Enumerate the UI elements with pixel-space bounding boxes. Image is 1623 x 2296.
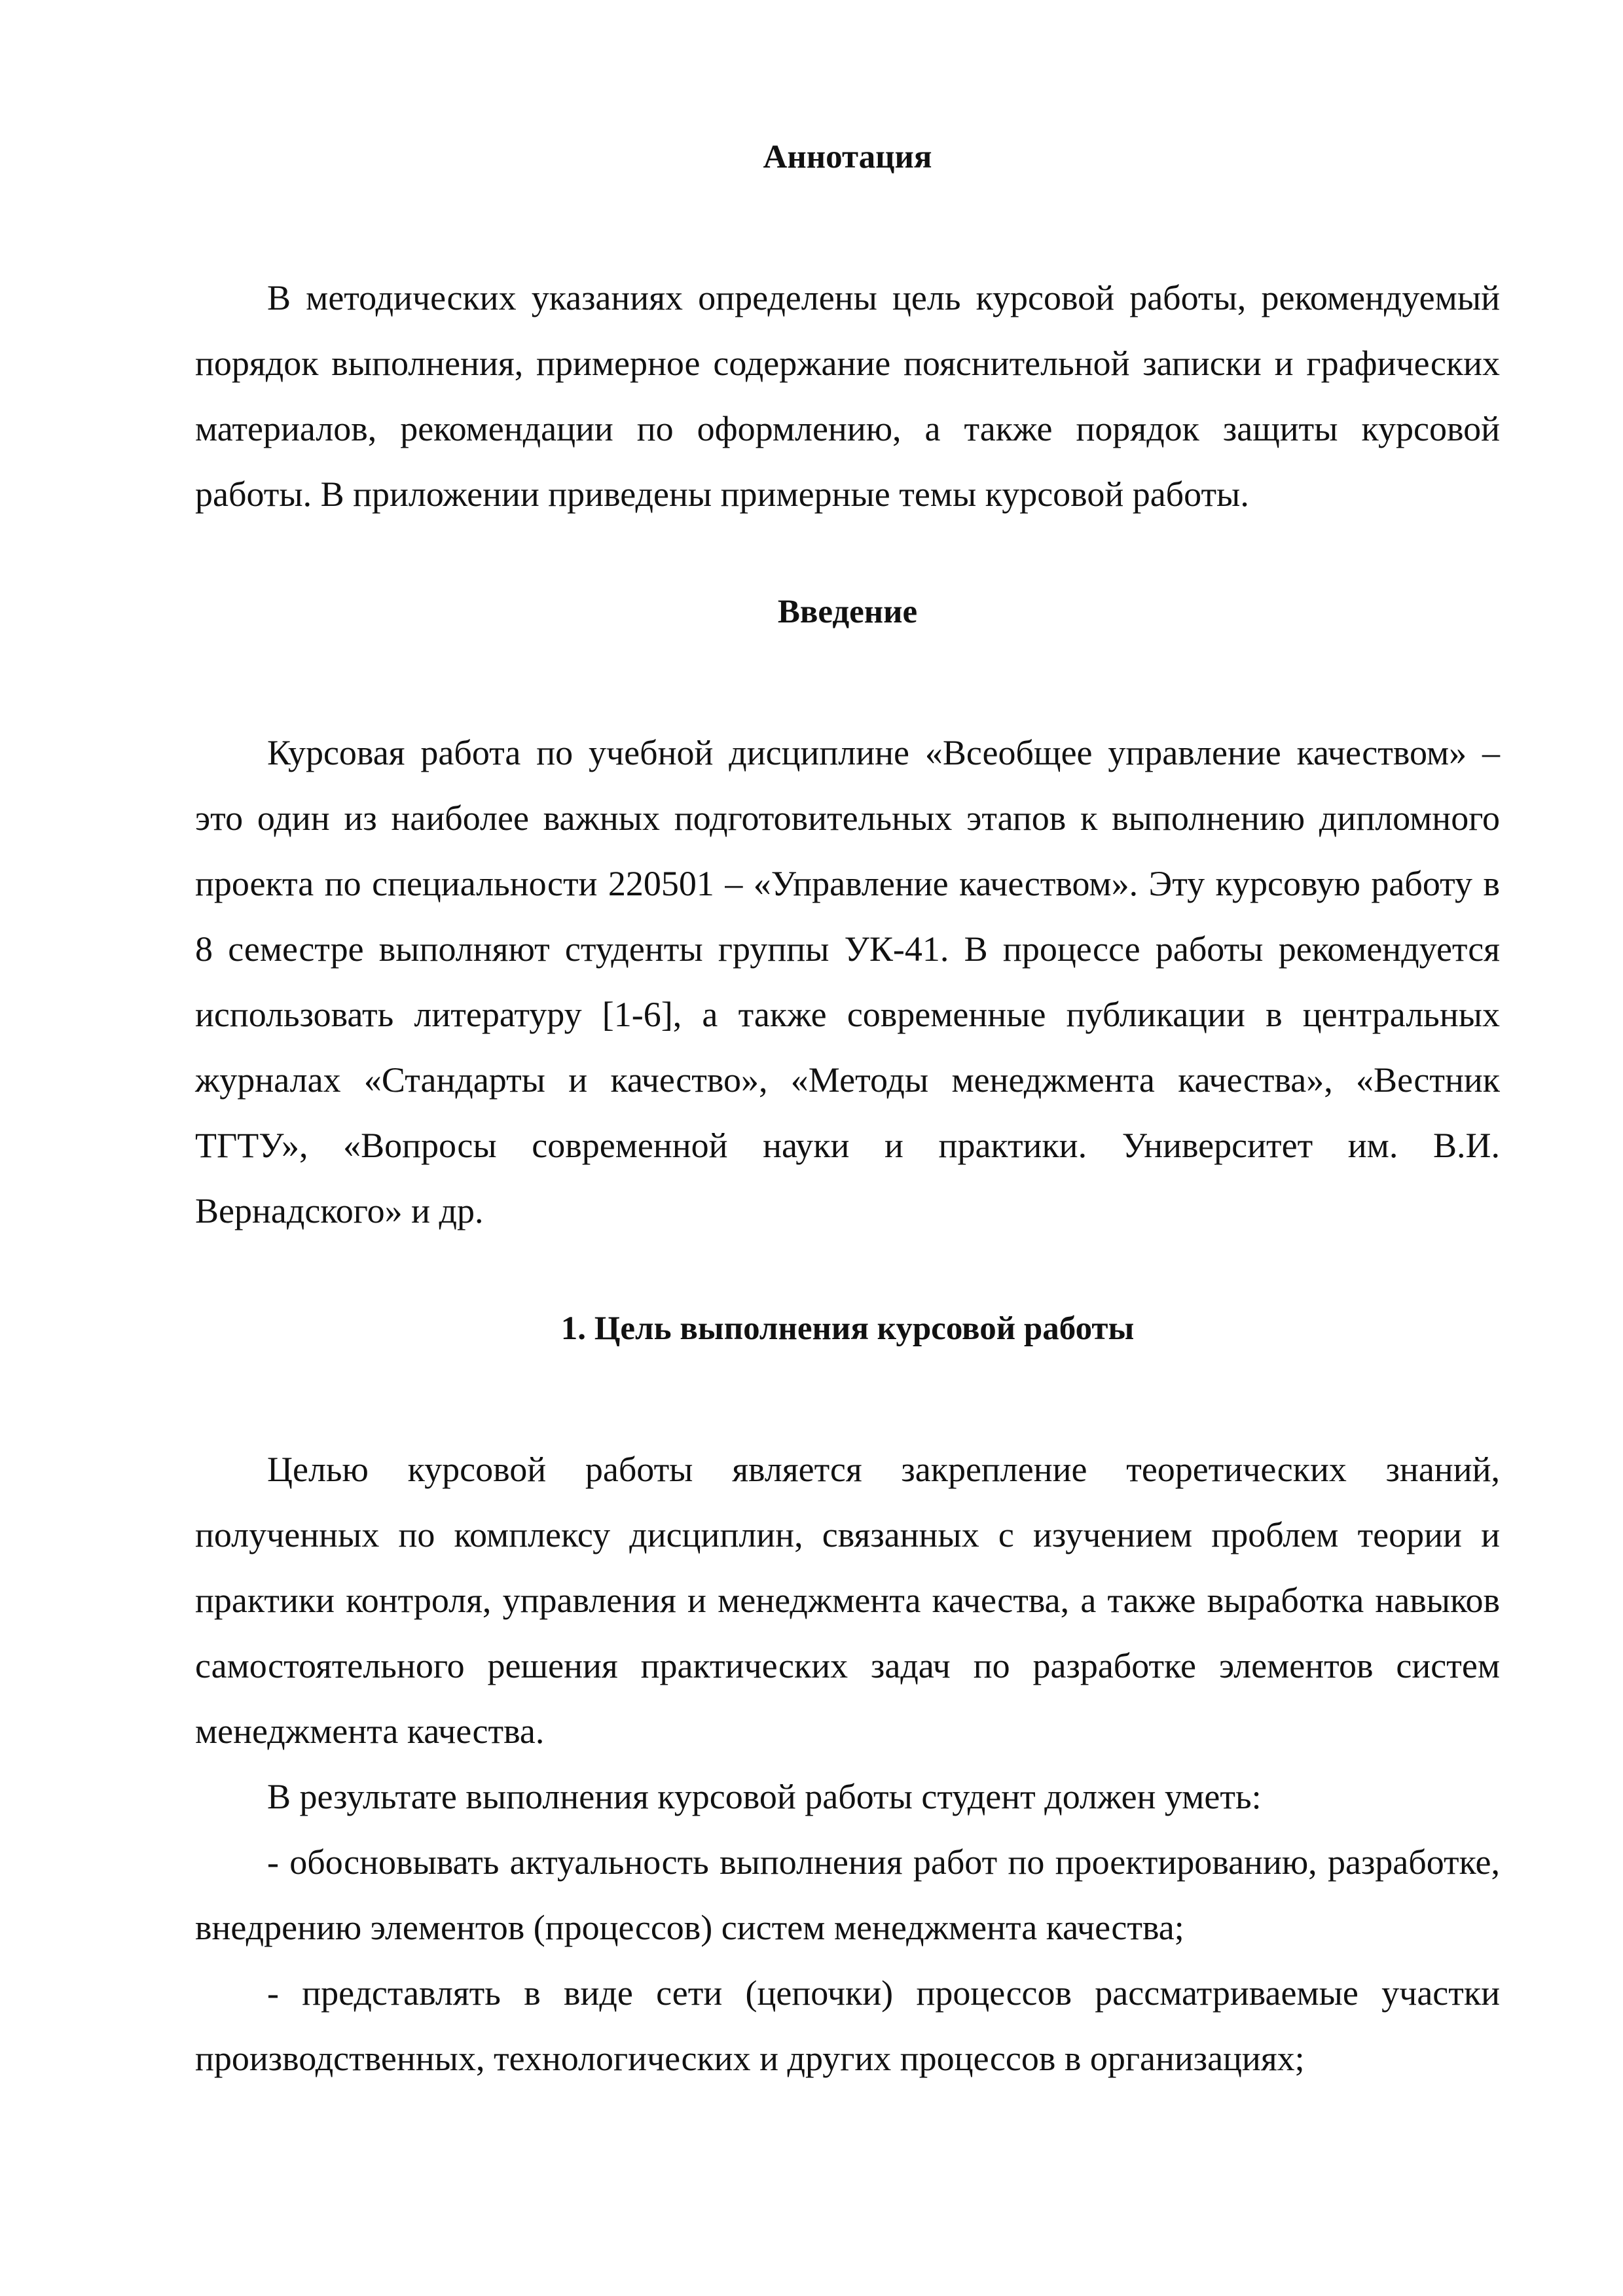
section1-heading: 1. Цель выполнения курсовой работы (560, 1310, 1135, 1347)
spacer (195, 527, 1500, 589)
spacer (195, 635, 1500, 720)
section1-paragraph: Целью курсовой работы является закрепление теоретических знаний, полученных по комплексу дисциплин, связанных с изучением проблем теории и практики контроля, управления и менеджмента качества, а также выработка навыков самостоятельного решения практических задач по разработке элементов систем менеджмента качества. (195, 1450, 1500, 1751)
introduction-paragraph: Курсовая работа по учебной дисциплине «Всеобщее управление качеством» – это один из наиболее важных подготовительных этапов к выполнению дипломного проекта по специальности 220501 – «Управление качеством». Эту курсовую работу в 8 семестре выполняют студенты группы УК-41. В процессе работы рекомендуется использовать литературу [1-6], а также современные публикации в центральных журналах «Стандарты и качество», «Методы менеджмента качества», «Вестник ТГТУ», «Вопросы современной науки и практики. Университет им. В.И. Вернадского» и др. (195, 733, 1500, 1230)
section1-paragraph: В результате выполнения курсовой работы студент должен уметь: (267, 1777, 1262, 1816)
section1-list-item: - обосновывать актуальность выполнения работ по проектированию, разработке, внедрению элементов (процессов) систем менеджмента качества; (195, 1842, 1500, 1947)
annotation-paragraph: В методических указаниях определены цель курсовой работы, рекомендуемый порядок выполнения, примерное содержание пояснительной записки и графических материалов, рекомендации по оформлению, а также порядок защиты курсовой работы. В приложении приведены примерные темы курсовой работы. (195, 278, 1500, 514)
spacer (195, 1352, 1500, 1437)
spacer (195, 1244, 1500, 1306)
annotation-heading: Аннотация (763, 139, 932, 175)
page-content (195, 134, 1500, 2091)
introduction-heading: Введение (777, 594, 918, 630)
section1-list-item: - представлять в виде сети (цепочки) процессов рассматриваемые участки производственных, технологических и других процессов в организациях; (195, 1973, 1500, 2078)
spacer (195, 180, 1500, 265)
